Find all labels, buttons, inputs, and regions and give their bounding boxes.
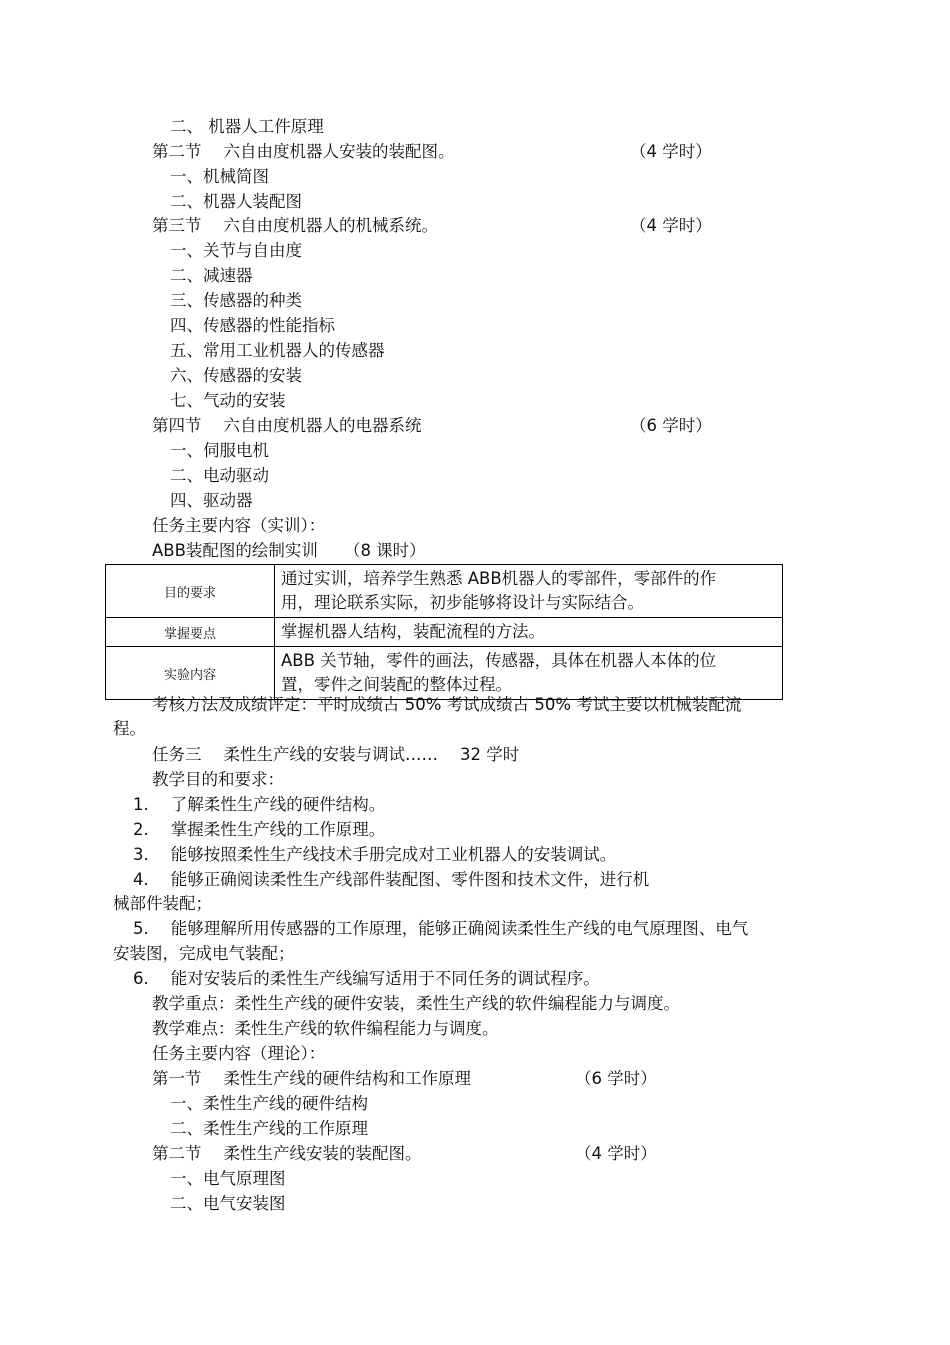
goal-item-5: 5. 能够理解所用传感器的工作原理，能够正确阅读柔性生产线的电气原理图、电气 [133,919,749,938]
line-15: 二、电动驱动 [170,466,269,485]
line-38: 一、电气原理图 [170,1169,286,1188]
table-row [106,647,783,700]
teaching-difficulty: 教学难点：柔性生产线的软件编程能力与调度。 [152,1019,499,1038]
line-10: 五、常用工业机器人的传感器 [170,341,385,360]
table-value-cell: 通过实训，培养学生熟悉 ABB机器人的零部件，零部件的作 用，理论联系实际，初步能够将设计与实际结合。 [275,565,783,618]
goal-item-5-cont: 安装图，完成电气装配； [113,944,295,963]
assessment-line: 考核方法及成绩评定：平时成绩占 50% 考试成绩占 50% 考试主要以机械装配流 [152,695,742,714]
table-row [106,618,783,647]
table-key-cell: 目的要求 [106,565,275,618]
line-36: 二、柔性生产线的工作原理 [170,1119,368,1138]
table-value-cell: 掌握机器人结构，装配流程的方法。 [275,618,783,647]
table-key-cell: 掌握要点 [106,618,275,647]
table-value-cell: ABB 关节轴，零件的画法，传感器，具体在机器人本体的位 置，零件之间装配的整体过程。 [275,647,783,700]
line-39: 二、电气安装图 [170,1194,286,1213]
line-7: 二、减速器 [170,266,253,285]
line-9: 四、传感器的性能指标 [170,316,335,335]
goal-item-4-cont: 械部件装配； [113,894,212,913]
line-1: 二、 机器人工件原理 [170,117,324,136]
line-11: 六、传感器的安装 [170,366,302,385]
t3-section-2-hours: （4 学时） [575,1144,657,1163]
line-6: 一、关节与自由度 [170,241,302,260]
t3-section-1-heading: 第一节 柔性生产线的硬件结构和工作原理 [152,1069,471,1088]
goal-item-4: 4. 能够正确阅读柔性生产线部件装配图、零件图和技术文件，进行机 [133,870,650,889]
goal-item-1: 1. 了解柔性生产线的硬件结构。 [133,795,386,814]
task-3-heading: 任务三 柔性生产线的安装与调试…… 32 学时 [152,745,520,764]
line-4: 二、机器人装配图 [170,192,302,211]
goal-item-3: 3. 能够按照柔性生产线技术手册完成对工业机器人的安装调试。 [133,845,617,864]
section-2-hours: （4 学时） [630,142,712,161]
line-3: 一、机械简图 [170,167,269,186]
goal-item-6: 6. 能对安装后的柔性生产线编写适用于不同任务的调试程序。 [133,969,600,988]
teaching-goals-heading: 教学目的和要求： [152,770,284,789]
table-row [106,565,783,618]
theory-content-heading: 任务主要内容（理论）： [152,1044,326,1063]
line-8: 三、传感器的种类 [170,291,302,310]
section-3-hours: （4 学时） [630,216,712,235]
t3-section-1-hours: （6 学时） [575,1069,657,1088]
practical-requirements-table [105,564,783,700]
section-4-heading: 第四节 六自由度机器人的电器系统 [152,416,422,435]
assessment-line-cont: 程。 [113,719,146,738]
t3-section-2-heading: 第二节 柔性生产线安装的装配图。 [152,1144,422,1163]
goal-item-2: 2. 掌握柔性生产线的工作原理。 [133,820,386,839]
section-2-heading: 第二节 六自由度机器人安装的装配图。 [152,142,455,161]
line-35: 一、柔性生产线的硬件结构 [170,1094,368,1113]
practical-title: ABB装配图的绘制实训 （8 课时） [152,541,426,560]
section-4-hours: （6 学时） [630,416,712,435]
section-3-heading: 第三节 六自由度机器人的机械系统。 [152,216,438,235]
line-12: 七、气动的安装 [170,391,286,410]
table-key-cell: 实验内容 [106,647,275,700]
line-14: 一、伺服电机 [170,441,269,460]
line-16: 四、驱动器 [170,491,253,510]
teaching-focus: 教学重点：柔性生产线的硬件安装，柔性生产线的软件编程能力与调度。 [152,994,680,1013]
practical-content-heading: 任务主要内容（实训）： [152,516,326,535]
